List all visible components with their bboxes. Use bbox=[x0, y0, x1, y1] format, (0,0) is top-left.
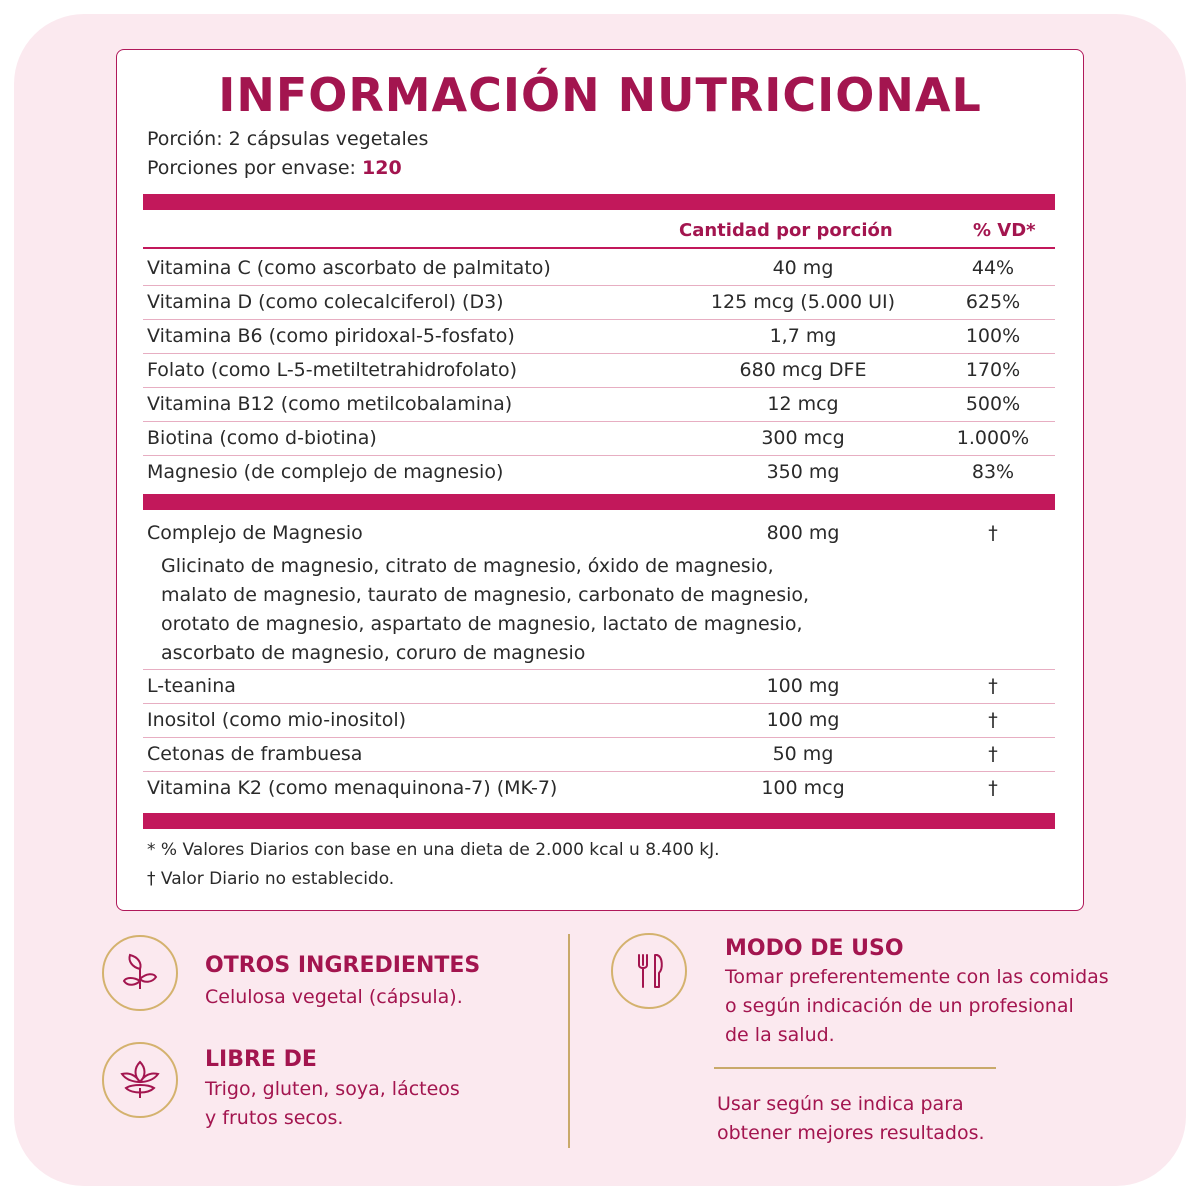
other-ingredients-text: Celulosa vegetal (cápsula). bbox=[205, 986, 463, 1008]
nutrient-dv: 625% bbox=[965, 291, 1021, 313]
other-ingredients-title: OTROS INGREDIENTES bbox=[205, 953, 481, 978]
table-row bbox=[143, 704, 1055, 738]
nutrient-amount: 100 mg bbox=[766, 675, 840, 697]
complex-amount: 800 mg bbox=[766, 522, 840, 544]
nutrient-name: Vitamina C (como ascorbato de palmitato) bbox=[147, 257, 551, 279]
nutrient-name: Vitamina D (como colecalciferol) (D3) bbox=[147, 291, 504, 313]
nutrient-name: L-teanina bbox=[147, 675, 236, 697]
nutrient-dv: 83% bbox=[971, 461, 1015, 483]
nutrient-amount: 350 mg bbox=[766, 461, 840, 483]
usage-note-line: obtener mejores resultados. bbox=[717, 1122, 985, 1144]
nutrient-amount: 50 mg bbox=[772, 743, 834, 765]
servings-value: 120 bbox=[362, 157, 402, 179]
column-divider bbox=[568, 934, 570, 1148]
table-row bbox=[143, 772, 1055, 806]
free-from-text bbox=[205, 1075, 460, 1133]
nutrient-name: Magnesio (de complejo de magnesio) bbox=[147, 461, 504, 483]
fork-knife-icon-badge bbox=[611, 933, 687, 1009]
magnesium-complex-row bbox=[143, 516, 1055, 670]
usage-divider bbox=[714, 1067, 996, 1069]
nutrient-name: Folato (como L-5-metiltetrahidrofolato) bbox=[147, 359, 517, 381]
page-title: INFORMACIÓN NUTRICIONAL bbox=[218, 68, 982, 122]
sprout-icon-badge bbox=[102, 1042, 178, 1118]
table-row bbox=[143, 670, 1055, 704]
fork-knife-icon bbox=[627, 949, 671, 993]
usage-line: Tomar preferentemente con las comidas bbox=[725, 966, 1109, 988]
nutrient-dv: 1.000% bbox=[956, 427, 1030, 449]
leaf-icon bbox=[118, 951, 162, 995]
complex-dv: † bbox=[988, 522, 998, 544]
usage-text bbox=[725, 963, 1109, 1050]
divider-bar bbox=[143, 813, 1055, 829]
usage-note-line: Usar según se indica para bbox=[717, 1093, 964, 1115]
usage-title: MODO DE USO bbox=[725, 936, 904, 961]
nutrient-row bbox=[143, 422, 1055, 456]
nutrient-dv: † bbox=[988, 675, 998, 697]
free-from-title: LIBRE DE bbox=[205, 1047, 317, 1072]
servings-label: Porciones por envase: bbox=[147, 157, 363, 179]
usage-line: de la salud. bbox=[725, 1024, 835, 1046]
nutrient-name: Vitamina B12 (como metilcobalamina) bbox=[147, 393, 513, 415]
nutrient-name: Cetonas de frambuesa bbox=[147, 743, 363, 765]
nutrient-row bbox=[143, 252, 1055, 286]
nutrient-amount: 40 mg bbox=[772, 257, 834, 279]
nutrient-dv: 44% bbox=[971, 257, 1015, 279]
nutrient-amount: 125 mcg (5.000 UI) bbox=[710, 291, 896, 313]
complex-line: Glicinato de magnesio, citrato de magnesio, óxido de magnesio, bbox=[161, 555, 774, 577]
nutrient-row bbox=[143, 456, 1055, 490]
nutrient-amount: 100 mg bbox=[766, 709, 840, 731]
nutrient-row bbox=[143, 354, 1055, 388]
nutrient-dv: 500% bbox=[965, 393, 1021, 415]
nutrition-facts-panel bbox=[116, 49, 1084, 911]
nutrient-amount: 680 mcg DFE bbox=[739, 359, 867, 381]
usage-line: o según indicación de un profesional bbox=[725, 995, 1074, 1017]
nutrient-dv: † bbox=[988, 777, 998, 799]
nutrient-name: Vitamina B6 (como piridoxal-5-fosfato) bbox=[147, 325, 515, 347]
nutrient-name: Vitamina K2 (como menaquinona-7) (MK-7) bbox=[147, 777, 558, 799]
nutrient-amount: 12 mcg bbox=[767, 393, 839, 415]
serving-size: Porción: 2 cápsulas vegetales bbox=[147, 128, 429, 150]
complex-ingredients bbox=[161, 552, 809, 668]
dv-header: % VD* bbox=[973, 220, 1036, 241]
free-from-line: Trigo, gluten, soya, lácteos bbox=[205, 1078, 460, 1100]
header-rule bbox=[143, 247, 1055, 249]
complex-line: orotato de magnesio, aspartato de magnesio, lactato de magnesio, bbox=[161, 613, 803, 635]
amount-header: Cantidad por porción bbox=[679, 220, 893, 241]
complex-line: malato de magnesio, taurato de magnesio, carbonato de magnesio, bbox=[161, 584, 810, 606]
free-from-line: y frutos secos. bbox=[205, 1107, 344, 1129]
nutrient-name: Inositol (como mio-inositol) bbox=[147, 709, 407, 731]
nutrient-row bbox=[143, 388, 1055, 422]
nutrient-amount: 100 mcg bbox=[761, 777, 845, 799]
nutrient-amount: 300 mcg bbox=[761, 427, 845, 449]
complex-name: Complejo de Magnesio bbox=[147, 522, 363, 544]
nutrient-dv: † bbox=[988, 709, 998, 731]
nutrient-row bbox=[143, 320, 1055, 354]
divider-bar bbox=[143, 494, 1055, 510]
divider-bar bbox=[143, 194, 1055, 210]
footnote-dv: * % Valores Diarios con base en una dieta de 2.000 kcal u 8.400 kJ. bbox=[147, 840, 720, 860]
leaf-icon-badge bbox=[102, 935, 178, 1011]
nutrient-dv: † bbox=[988, 743, 998, 765]
usage-note bbox=[717, 1090, 985, 1148]
nutrient-amount: 1,7 mg bbox=[769, 325, 837, 347]
servings-per-container bbox=[147, 157, 402, 179]
nutrient-row bbox=[143, 286, 1055, 320]
complex-line: ascorbato de magnesio, coruro de magnesio bbox=[161, 642, 586, 664]
footnote-dagger: † Valor Diario no establecido. bbox=[147, 869, 395, 889]
table-row bbox=[143, 738, 1055, 772]
sprout-icon bbox=[118, 1058, 162, 1102]
nutrient-dv: 170% bbox=[965, 359, 1021, 381]
nutrient-dv: 100% bbox=[965, 325, 1021, 347]
nutrient-name: Biotina (como d-biotina) bbox=[147, 427, 377, 449]
